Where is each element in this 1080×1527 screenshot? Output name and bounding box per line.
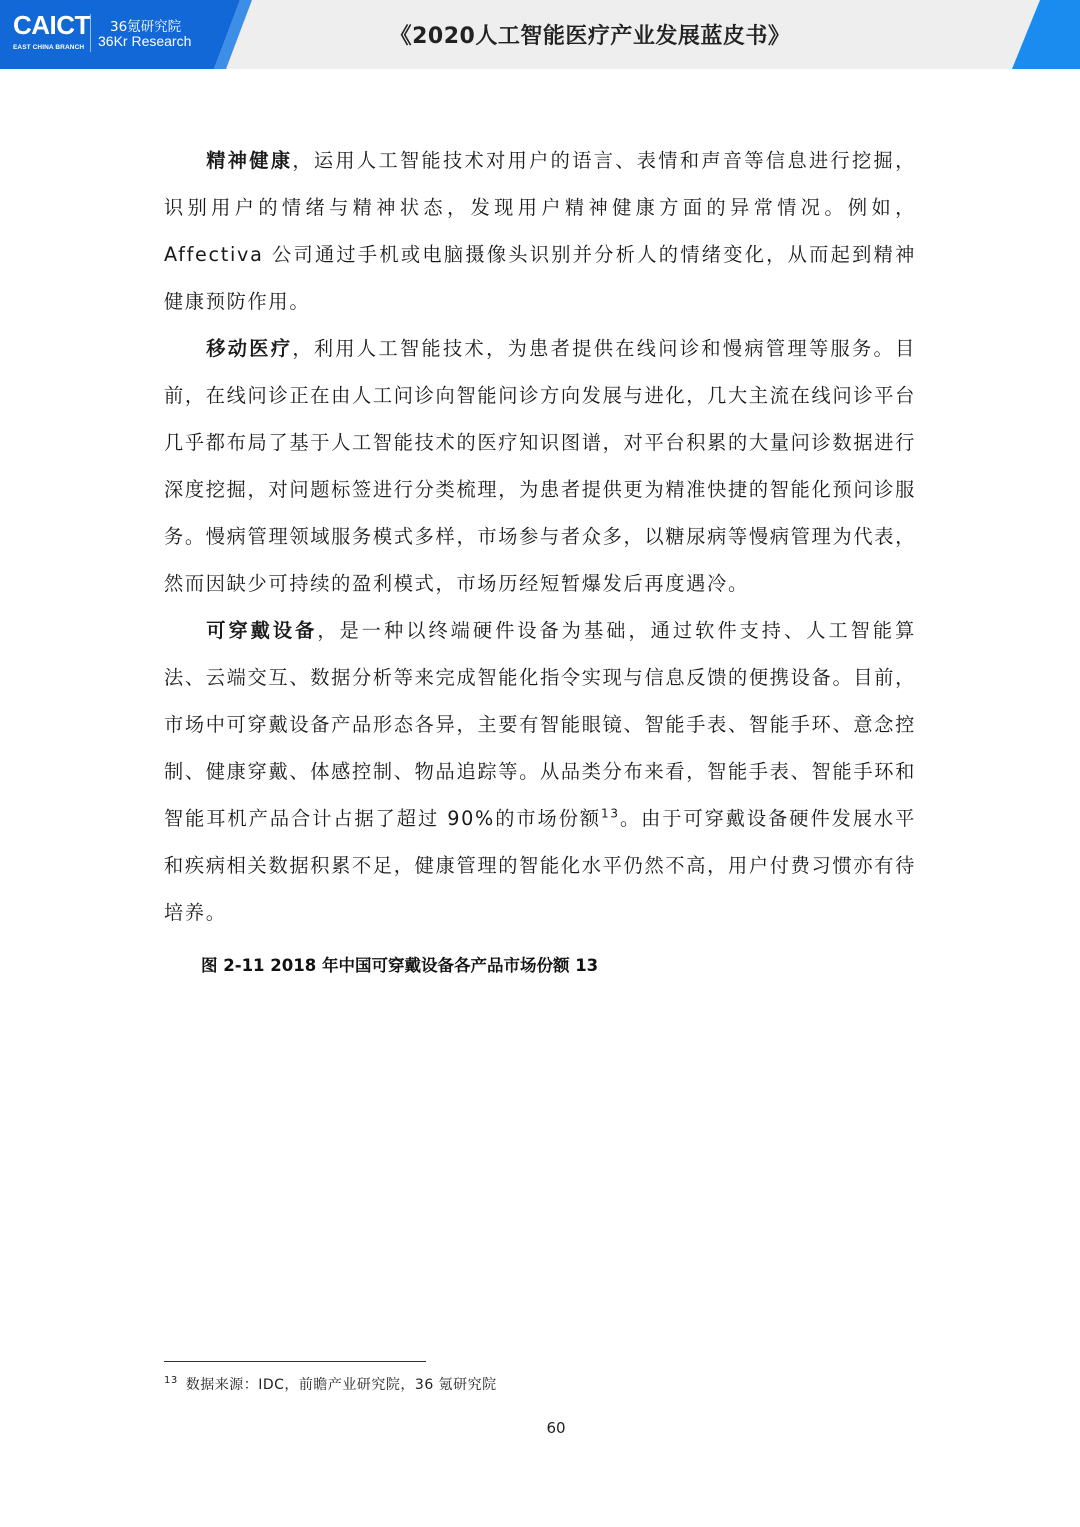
36kr-logo-en: 36Kr Research [98,33,192,49]
paragraph-lead-mental-health: 精神健康 [206,149,293,172]
36kr-logo-cn: 36氪研究院 [110,19,182,35]
paragraph-text: 。由于可穿戴设备硬件发展水平和疾病相关数据积累不足，健康管理的智能化水平仍然不高，用户付费习惯亦有待培养。 [164,807,916,924]
caict-logo: CAICT [13,10,90,40]
paragraph-mobile-health [164,325,916,607]
caict-logo-subtitle: EAST CHINA BRANCH [13,44,85,51]
page-header [0,0,1080,69]
footnote-text: 数据来源：IDC，前瞻产业研究院，36 氪研究院 [185,1377,497,1393]
page-number: 60 [546,1419,566,1437]
footnote-divider [164,1361,426,1362]
paragraph-text: ，利用人工智能技术，为患者提供在线问诊和慢病管理等服务。目前，在线问诊正在由人工问诊向智能问诊方向发展与进化，几大主流在线问诊平台几乎都布局了基于人工智能技术的医疗知识图谱，对平台积累的大量问诊数据进行深度挖掘，对问题标签进行分类梳理，为患者提供更为精准快捷的智能化预问诊服务。慢病管理领域服务模式多样，市场参与者众多，以糖尿病等慢病管理为代表，然而因缺少可持续的盈利模式，市场历经短暂爆发后再度遇冷。 [164,337,916,595]
paragraph-lead-wearables: 可穿戴设备 [206,619,318,642]
paragraph-mental-health [164,137,916,325]
paragraph-lead-mobile-health: 移动医疗 [206,337,293,360]
paragraph-text: ，是一种以终端硬件设备为基础，通过软件支持、人工智能算法、云端交互、数据分析等来完成智能化指令实现与信息反馈的便携设备。目前，市场中可穿戴设备产品形态各异，主要有智能眼镜、智能手表、智能手环、意念控制、健康穿戴、体感控制、物品追踪等。从品类分布来看，智能手表、智能手环和智能耳机产品合计占据了超过 90%的市场份额 [164,619,916,830]
main-content [164,137,916,936]
paragraph-wearables [164,607,916,936]
logo-divider [90,14,91,52]
paragraph-text: ，运用人工智能技术对用户的语言、表情和声音等信息进行挖掘，识别用户的情绪与精神状态，发现用户精神健康方面的异常情况。例如，Affectiva 公司通过手机或电脑摄像头识别并分析人的情绪变化，从而起到精神健康预防作用。 [164,149,916,313]
footnote-reference[interactable]: 13 [601,806,620,821]
figure-caption: 图 2-11 2018 年中国可穿戴设备各产品市场份额 13 [201,956,599,975]
footnote [164,1374,497,1394]
footnote-number: 13 [164,1375,178,1387]
book-title: 《2020人工智能医疗产业发展蓝皮书》 [389,24,791,49]
